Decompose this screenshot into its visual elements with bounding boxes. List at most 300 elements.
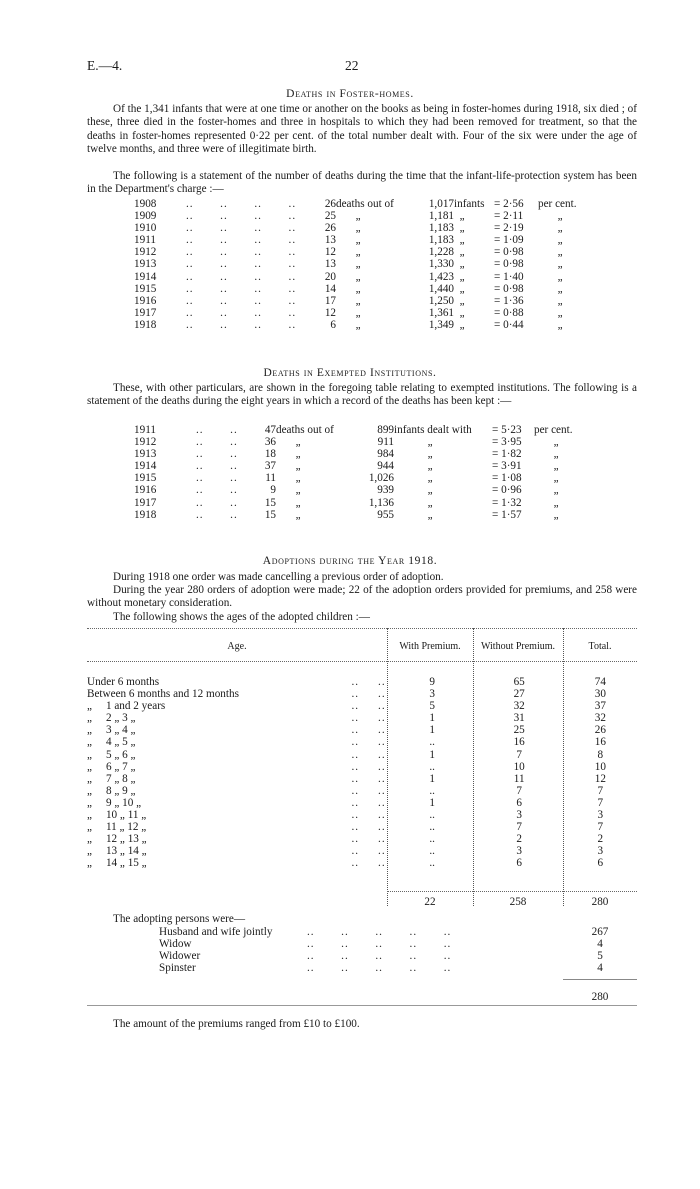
leader-dots: .. .. bbox=[351, 857, 386, 870]
table-row bbox=[87, 785, 637, 797]
age-label: „ 8 „ 9 „ bbox=[87, 784, 136, 797]
table-header-rule bbox=[87, 661, 637, 662]
leader-dots: .. .. bbox=[196, 448, 238, 461]
deaths-label: „ bbox=[276, 484, 301, 497]
deaths-label: „ bbox=[336, 234, 361, 247]
year: 1912 bbox=[134, 246, 157, 259]
table-row bbox=[134, 222, 577, 234]
without-premium: 6 bbox=[516, 857, 522, 870]
age-label: „ 9 „ 10 „ bbox=[87, 796, 142, 809]
infants-count: 911 bbox=[377, 436, 394, 449]
person-count: 4 bbox=[597, 962, 603, 975]
adoption-ages-table bbox=[87, 676, 637, 870]
leader-dots: .. .. .. .. bbox=[186, 198, 297, 210]
leader-dots: .. .. bbox=[351, 736, 386, 749]
table-row bbox=[87, 736, 637, 748]
deaths-label: „ bbox=[336, 210, 361, 223]
percentage: = 0·98 bbox=[494, 246, 524, 259]
infants-label: „ bbox=[454, 258, 465, 271]
infants-label: „ bbox=[394, 484, 433, 497]
year: 1916 bbox=[134, 484, 157, 497]
leader-dots: .. .. .. .. bbox=[186, 282, 297, 295]
table-row bbox=[87, 857, 637, 869]
without-premium: 27 bbox=[513, 688, 525, 701]
infants-count: 899 bbox=[377, 424, 394, 436]
infants-label: „ bbox=[394, 460, 433, 473]
deaths-count: 37 bbox=[264, 460, 276, 473]
year: 1915 bbox=[134, 472, 157, 485]
leader-dots: .. .. bbox=[351, 772, 386, 785]
infants-label: „ bbox=[454, 282, 465, 295]
table-row bbox=[87, 761, 637, 773]
leader-dots: .. .. bbox=[196, 508, 238, 521]
infants-count: 1,349 bbox=[428, 318, 454, 331]
deaths-label: „ bbox=[276, 508, 301, 521]
deaths-label: „ bbox=[336, 282, 361, 295]
leader-dots: .. .. .. .. .. bbox=[307, 926, 452, 938]
table-row bbox=[134, 436, 573, 448]
table-row bbox=[134, 460, 573, 472]
table-row bbox=[87, 700, 637, 712]
table-row bbox=[134, 258, 577, 270]
row-total: 3 bbox=[597, 809, 604, 822]
without-premium: 32 bbox=[513, 700, 525, 713]
without-premium: 3 bbox=[516, 809, 522, 822]
percentage: = 1·09 bbox=[494, 234, 524, 247]
infants-label: „ bbox=[454, 294, 465, 307]
percentage: = 0·98 bbox=[494, 258, 524, 271]
year: 1911 bbox=[134, 424, 156, 436]
with-premium: .. bbox=[429, 845, 435, 858]
infants-count: 1,136 bbox=[368, 496, 394, 509]
leader-dots: .. .. .. .. .. bbox=[307, 962, 452, 975]
leader-dots: .. .. bbox=[351, 796, 386, 809]
age-label: „ 4 „ 5 „ bbox=[87, 736, 136, 749]
deaths-label: „ bbox=[336, 258, 361, 271]
table-row bbox=[159, 962, 637, 974]
percentage: = 0·96 bbox=[492, 484, 522, 497]
infants-label: „ bbox=[454, 306, 465, 319]
without-premium: 16 bbox=[513, 736, 525, 749]
person-count: 4 bbox=[597, 938, 603, 951]
table-row bbox=[134, 484, 573, 496]
row-total: 2 bbox=[597, 833, 604, 846]
with-premium: 5 bbox=[429, 700, 435, 713]
age-label: „ 6 „ 7 „ bbox=[87, 760, 136, 773]
infants-label: „ bbox=[394, 508, 433, 521]
row-total: 7 bbox=[597, 784, 604, 797]
leader-dots: .. .. bbox=[196, 472, 238, 485]
table-row bbox=[87, 845, 637, 857]
year: 1914 bbox=[134, 270, 157, 283]
deaths-label: „ bbox=[276, 448, 301, 461]
infants-count: 1,181 bbox=[428, 210, 454, 223]
leader-dots: .. .. bbox=[351, 724, 386, 737]
percentage: = 2·11 bbox=[494, 210, 524, 223]
with-premium: .. bbox=[429, 821, 435, 834]
foster-heading: Deaths in Foster-homes. bbox=[286, 88, 414, 100]
table-row bbox=[87, 688, 637, 700]
with-premium: 1 bbox=[429, 796, 435, 809]
row-total: 16 bbox=[594, 736, 606, 749]
deaths-count: 9 bbox=[270, 484, 276, 497]
year: 1911 bbox=[134, 234, 156, 247]
without-premium: 6 bbox=[516, 796, 522, 809]
table-row bbox=[134, 295, 577, 307]
table-row bbox=[134, 271, 577, 283]
year: 1916 bbox=[134, 294, 157, 307]
deaths-label: „ bbox=[276, 472, 301, 485]
adoption-totals-row bbox=[387, 896, 637, 908]
infants-label: „ bbox=[454, 270, 465, 283]
leader-dots: .. .. bbox=[196, 424, 238, 436]
without-premium: 3 bbox=[516, 845, 522, 858]
infants-label: infants dealt with bbox=[394, 424, 472, 436]
report-reference: E.—4. bbox=[87, 58, 123, 73]
table-row bbox=[87, 712, 637, 724]
year: 1914 bbox=[134, 460, 157, 473]
deaths-label: „ bbox=[276, 496, 301, 509]
without-premium: 7 bbox=[516, 784, 522, 797]
deaths-count: 20 bbox=[324, 270, 336, 283]
person-count: 5 bbox=[597, 950, 603, 963]
leader-dots: .. .. .. .. bbox=[186, 306, 297, 319]
without-premium: 11 bbox=[513, 772, 525, 785]
table-row bbox=[87, 724, 637, 736]
infants-label: „ bbox=[394, 472, 433, 485]
with-premium: .. bbox=[429, 809, 435, 822]
deaths-count: 18 bbox=[264, 448, 276, 461]
person-count: 267 bbox=[591, 926, 609, 938]
with-premium: 1 bbox=[429, 748, 435, 761]
deaths-count: 15 bbox=[264, 508, 276, 521]
percentage: = 0·44 bbox=[494, 318, 524, 331]
deaths-label: „ bbox=[276, 460, 301, 473]
deaths-count: 12 bbox=[324, 246, 336, 259]
row-total: 26 bbox=[594, 724, 606, 737]
table-row bbox=[134, 210, 577, 222]
foster-deaths-table bbox=[134, 198, 577, 331]
age-label: „ 7 „ 8 „ bbox=[87, 772, 136, 785]
per-cent-label: per cent. bbox=[538, 198, 577, 210]
person-type: Widower bbox=[159, 950, 201, 963]
age-label: „ 13 „ 14 „ bbox=[87, 845, 147, 858]
deaths-count: 36 bbox=[264, 436, 276, 449]
with-premium: 1 bbox=[429, 724, 435, 737]
percentage: = 3·95 bbox=[492, 436, 522, 449]
with-premium: .. bbox=[429, 833, 435, 846]
per-cent-label: „ bbox=[538, 246, 563, 259]
with-premium: 1 bbox=[429, 772, 435, 785]
deaths-label: „ bbox=[336, 222, 361, 235]
age-label: „ 2 „ 3 „ bbox=[87, 712, 136, 725]
deaths-count: 13 bbox=[324, 234, 336, 247]
leader-dots: .. .. bbox=[196, 436, 238, 449]
per-cent-label: „ bbox=[538, 222, 563, 235]
infants-count: 1,183 bbox=[428, 234, 454, 247]
table-row bbox=[87, 749, 637, 761]
percentage: = 2·56 bbox=[494, 198, 524, 210]
adoptions-paragraph-1: During 1918 one order was made cancelling a previous order of adoption. bbox=[113, 571, 444, 583]
row-total: 32 bbox=[594, 712, 606, 725]
table-top-rule bbox=[87, 628, 637, 629]
foster-paragraph-1: Of the 1,341 infants that were at one time or another on the books as being in foster-homes during 1918, six died ; of these, three died in the foster-homes and three in hospitals to which they had been removed for treatment, so that the deaths in foster-homes represented 0·22 per cent. of the total number dealt with. Four of the six were under the age of twelve months, and three were of illegitimate birth. bbox=[87, 103, 637, 155]
year: 1917 bbox=[134, 306, 157, 319]
year: 1908 bbox=[134, 198, 157, 210]
foster-paragraph-2: The following is a statement of the number of deaths during the time that the infant-life-protection system has been in the Department's charge :— bbox=[87, 170, 637, 196]
per-cent-label: „ bbox=[534, 508, 559, 521]
with-premium: .. bbox=[429, 857, 435, 870]
deaths-count: 11 bbox=[265, 472, 276, 485]
leader-dots: .. .. bbox=[351, 760, 386, 773]
leader-dots: .. .. .. .. bbox=[186, 294, 297, 307]
deaths-label: „ bbox=[336, 270, 361, 283]
exempted-paragraph-1: These, with other particulars, are shown in the foregoing table relating to exempted institutions. The following is a statement of the deaths during the eight years in which a record of the deaths has been kept :— bbox=[87, 382, 637, 408]
infants-count: 1,183 bbox=[428, 222, 454, 235]
age-label: „ 12 „ 13 „ bbox=[87, 833, 147, 846]
age-label: „ 10 „ 11 „ bbox=[87, 809, 147, 822]
age-label: „ 14 „ 15 „ bbox=[87, 857, 147, 870]
percentage: = 1·40 bbox=[494, 270, 524, 283]
with-premium: .. bbox=[429, 736, 435, 749]
deaths-count: 12 bbox=[324, 306, 336, 319]
percentage: = 0·98 bbox=[494, 282, 524, 295]
row-total: 6 bbox=[597, 857, 604, 870]
leader-dots: .. .. .. .. .. bbox=[307, 950, 452, 963]
table-row bbox=[87, 821, 637, 833]
age-label: „ 3 „ 4 „ bbox=[87, 724, 136, 737]
percentage: = 1·08 bbox=[492, 472, 522, 485]
infants-count: 1,330 bbox=[428, 258, 454, 271]
adoptions-paragraph-2: During the year 280 orders of adoption were made; 22 of the adoption orders provided for premiums, and 258 were without monetary consideration. bbox=[87, 584, 637, 610]
row-total: 3 bbox=[597, 845, 604, 858]
infants-label: „ bbox=[394, 448, 433, 461]
per-cent-label: „ bbox=[534, 496, 559, 509]
adopting-persons-intro: The adopting persons were— bbox=[113, 913, 246, 925]
infants-count: 1,026 bbox=[368, 472, 394, 485]
column-header-age: Age. bbox=[227, 641, 247, 652]
percentage: = 3·91 bbox=[492, 460, 522, 473]
infants-label: „ bbox=[454, 210, 465, 223]
table-row bbox=[87, 809, 637, 821]
table-row bbox=[134, 509, 573, 521]
deaths-count: 17 bbox=[324, 294, 336, 307]
infants-count: 984 bbox=[377, 448, 394, 461]
exempted-deaths-table bbox=[134, 424, 573, 521]
leader-dots: .. .. bbox=[351, 676, 386, 688]
infants-count: 939 bbox=[377, 484, 394, 497]
leader-dots: .. .. bbox=[196, 484, 238, 497]
grand-total: 280 bbox=[591, 896, 609, 908]
adopting-persons-total: 280 bbox=[591, 991, 609, 1003]
person-type: Husband and wife jointly bbox=[159, 926, 273, 938]
year: 1909 bbox=[134, 210, 157, 223]
infants-label: infants bbox=[454, 198, 485, 210]
leader-dots: .. .. bbox=[351, 748, 386, 761]
infants-count: 1,423 bbox=[428, 270, 454, 283]
per-cent-label: „ bbox=[538, 210, 563, 223]
per-cent-label: „ bbox=[538, 306, 563, 319]
infants-label: „ bbox=[454, 246, 465, 259]
per-cent-label: „ bbox=[538, 282, 563, 295]
row-total: 7 bbox=[597, 796, 604, 809]
per-cent-label: „ bbox=[538, 270, 563, 283]
year: 1918 bbox=[134, 508, 157, 521]
per-cent-label: „ bbox=[538, 318, 563, 331]
per-cent-label: „ bbox=[534, 484, 559, 497]
per-cent-label: „ bbox=[538, 234, 563, 247]
per-cent-label: „ bbox=[534, 448, 559, 461]
with-premium: 9 bbox=[429, 676, 435, 688]
with-premium: 1 bbox=[429, 712, 435, 725]
infants-label: „ bbox=[454, 222, 465, 235]
leader-dots: .. .. bbox=[351, 821, 386, 834]
deaths-label: „ bbox=[336, 306, 361, 319]
percentage: = 1·57 bbox=[492, 508, 522, 521]
premiums-note: The amount of the premiums ranged from £10 to £100. bbox=[113, 1018, 360, 1030]
exempted-heading: Deaths in Exempted Institutions. bbox=[263, 367, 437, 379]
person-type: Widow bbox=[159, 938, 192, 951]
age-label: Between 6 months and 12 months bbox=[87, 688, 239, 701]
without-premium: 7 bbox=[516, 748, 522, 761]
table-row bbox=[87, 773, 637, 785]
leader-dots: .. .. .. .. bbox=[186, 258, 297, 271]
without-premium: 25 bbox=[513, 724, 525, 737]
leader-dots: .. .. bbox=[196, 460, 238, 473]
column-header-with-premium: With Premium. bbox=[399, 641, 461, 652]
leader-dots: .. .. .. .. bbox=[186, 318, 297, 331]
age-label: „ 1 and 2 years bbox=[87, 700, 166, 713]
table-row bbox=[134, 319, 577, 331]
persons-total-rule bbox=[563, 979, 637, 980]
adoptions-paragraph-3: The following shows the ages of the adopted children :— bbox=[113, 611, 370, 623]
per-cent-label: „ bbox=[538, 258, 563, 271]
page-number: 22 bbox=[345, 58, 359, 73]
deaths-label: „ bbox=[336, 246, 361, 259]
year: 1912 bbox=[134, 436, 157, 449]
row-total: 30 bbox=[594, 688, 606, 701]
per-cent-label: „ bbox=[538, 294, 563, 307]
table-row bbox=[134, 307, 577, 319]
table-row bbox=[134, 283, 577, 295]
deaths-label: deaths out of bbox=[336, 198, 394, 210]
infants-count: 1,250 bbox=[428, 294, 454, 307]
leader-dots: .. .. .. .. bbox=[186, 246, 297, 259]
infants-count: 1,361 bbox=[428, 306, 454, 319]
per-cent-label: „ bbox=[534, 472, 559, 485]
person-type: Spinster bbox=[159, 962, 196, 975]
table-row bbox=[134, 497, 573, 509]
year: 1918 bbox=[134, 318, 157, 331]
deaths-label: „ bbox=[276, 436, 301, 449]
year: 1913 bbox=[134, 448, 157, 461]
without-premium: 2 bbox=[516, 833, 522, 846]
leader-dots: .. .. bbox=[351, 784, 386, 797]
percentage: = 5·23 bbox=[492, 424, 522, 436]
total-with-premium: 22 bbox=[424, 896, 436, 908]
leader-dots: .. .. bbox=[351, 845, 386, 858]
table-row bbox=[87, 676, 637, 688]
infants-label: „ bbox=[394, 496, 433, 509]
with-premium: 3 bbox=[429, 688, 435, 701]
percentage: = 1·32 bbox=[492, 496, 522, 509]
table-row bbox=[134, 472, 573, 484]
leader-dots: .. .. .. .. bbox=[186, 234, 297, 247]
deaths-count: 26 bbox=[324, 198, 336, 210]
year: 1913 bbox=[134, 258, 157, 271]
infants-label: „ bbox=[454, 318, 465, 331]
age-label: Under 6 months bbox=[87, 676, 160, 688]
deaths-count: 26 bbox=[324, 222, 336, 235]
deaths-count: 15 bbox=[264, 496, 276, 509]
row-total: 12 bbox=[594, 772, 606, 785]
row-total: 37 bbox=[594, 700, 606, 713]
with-premium: .. bbox=[429, 784, 435, 797]
without-premium: 7 bbox=[516, 821, 522, 834]
row-total: 10 bbox=[594, 760, 606, 773]
table-row bbox=[134, 198, 577, 210]
row-total: 8 bbox=[597, 748, 604, 761]
infants-count: 1,440 bbox=[428, 282, 454, 295]
leader-dots: .. .. bbox=[351, 809, 386, 822]
year: 1915 bbox=[134, 282, 157, 295]
per-cent-label: „ bbox=[534, 436, 559, 449]
age-label: „ 11 „ 12 „ bbox=[87, 821, 147, 834]
deaths-count: 6 bbox=[330, 318, 336, 331]
leader-dots: .. .. .. .. bbox=[186, 270, 297, 283]
adoptions-heading: Adoptions during the Year 1918. bbox=[262, 555, 438, 567]
total-without-premium: 258 bbox=[509, 896, 527, 908]
per-cent-label: per cent. bbox=[534, 424, 573, 436]
without-premium: 65 bbox=[513, 676, 525, 688]
infants-label: „ bbox=[454, 234, 465, 247]
table-row bbox=[134, 246, 577, 258]
percentage: = 1·36 bbox=[494, 294, 524, 307]
deaths-label: „ bbox=[336, 294, 361, 307]
percentage: = 0·88 bbox=[494, 306, 524, 319]
closing-rule bbox=[87, 1005, 637, 1006]
column-header-total: Total. bbox=[588, 641, 612, 652]
deaths-count: 25 bbox=[324, 210, 336, 223]
leader-dots: .. .. bbox=[351, 688, 386, 701]
row-total: 7 bbox=[597, 821, 604, 834]
percentage: = 1·82 bbox=[492, 448, 522, 461]
without-premium: 31 bbox=[513, 712, 525, 725]
deaths-count: 47 bbox=[264, 424, 276, 436]
column-header-without-premium: Without Premium. bbox=[480, 641, 556, 652]
with-premium: .. bbox=[429, 760, 435, 773]
adopting-persons-table bbox=[159, 926, 637, 974]
without-premium: 10 bbox=[513, 760, 525, 773]
leader-dots: .. .. bbox=[351, 833, 386, 846]
deaths-count: 14 bbox=[324, 282, 336, 295]
infants-count: 944 bbox=[377, 460, 394, 473]
leader-dots: .. .. .. .. bbox=[186, 210, 297, 223]
percentage: = 2·19 bbox=[494, 222, 524, 235]
table-row bbox=[159, 950, 637, 962]
table-row bbox=[134, 448, 573, 460]
age-label: „ 5 „ 6 „ bbox=[87, 748, 136, 761]
table-row bbox=[134, 424, 573, 436]
deaths-count: 13 bbox=[324, 258, 336, 271]
infants-count: 1,017 bbox=[428, 198, 454, 210]
leader-dots: .. .. bbox=[196, 496, 238, 509]
table-row bbox=[159, 938, 637, 950]
year: 1910 bbox=[134, 222, 157, 235]
leader-dots: .. .. .. .. .. bbox=[307, 938, 452, 951]
leader-dots: .. .. .. .. bbox=[186, 222, 297, 235]
table-row bbox=[87, 833, 637, 845]
